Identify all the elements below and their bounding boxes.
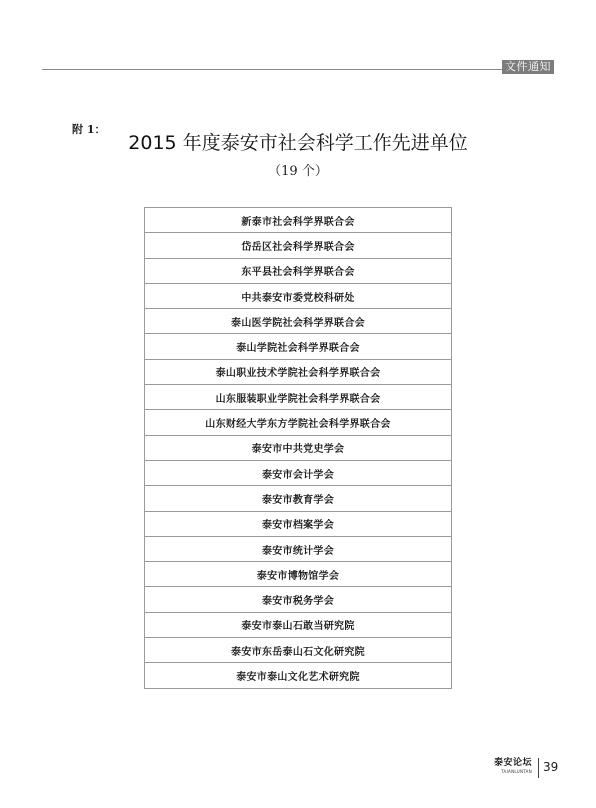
unit-name: 山东服装职业学院社会科学界联合会	[145, 385, 452, 410]
journal-pinyin: TAIANLUNTAN	[501, 769, 532, 774]
header-rule	[42, 69, 502, 70]
table-row	[145, 486, 452, 511]
table-row	[145, 511, 452, 536]
unit-name: 泰山医学院社会科学界联合会	[145, 309, 452, 334]
table-row	[145, 663, 452, 688]
page-title: 2015 年度泰安市社会科学工作先进单位	[128, 132, 468, 154]
table-row	[145, 233, 452, 258]
table-row	[145, 385, 452, 410]
table-row	[145, 410, 452, 435]
unit-name: 岱岳区社会科学界联合会	[145, 233, 452, 258]
unit-name: 泰安市统计学会	[145, 536, 452, 561]
unit-name: 山东财经大学东方学院社会科学界联合会	[145, 410, 452, 435]
unit-name: 泰山学院社会科学界联合会	[145, 334, 452, 359]
section-tag: 文件通知	[502, 60, 554, 74]
unit-name: 新泰市社会科学界联合会	[145, 208, 452, 233]
journal-masthead	[488, 758, 532, 775]
table-row	[145, 562, 452, 587]
unit-name: 东平县社会科学界联合会	[145, 258, 452, 283]
unit-name: 泰安市税务学会	[145, 587, 452, 612]
unit-name: 泰安市档案学会	[145, 511, 452, 536]
page-number: 39	[543, 760, 559, 774]
unit-name: 中共泰安市委党校科研处	[145, 283, 452, 308]
table-row	[145, 359, 452, 384]
unit-name: 泰安市泰山文化艺术研究院	[145, 663, 452, 688]
unit-name: 泰安市东岳泰山石文化研究院	[145, 638, 452, 663]
table-row	[145, 258, 452, 283]
unit-name: 泰山职业技术学院社会科学界联合会	[145, 359, 452, 384]
table-row	[145, 208, 452, 233]
attachment-label: 附 1：	[72, 123, 106, 136]
journal-name: 泰安论坛	[493, 758, 532, 768]
unit-name: 泰安市泰山石敢当研究院	[145, 612, 452, 637]
table-row	[145, 536, 452, 561]
unit-name: 泰安市教育学会	[145, 486, 452, 511]
table-row	[145, 435, 452, 460]
unit-name: 泰安市会计学会	[145, 460, 452, 485]
unit-name: 泰安市博物馆学会	[145, 562, 452, 587]
table-row	[145, 309, 452, 334]
table-row	[145, 638, 452, 663]
unit-name: 泰安市中共党史学会	[145, 435, 452, 460]
units-table	[144, 207, 452, 689]
table-row	[145, 460, 452, 485]
table-row	[145, 587, 452, 612]
table-row	[145, 334, 452, 359]
unit-count: （19 个）	[268, 164, 328, 179]
footer-divider	[538, 758, 539, 778]
table-row	[145, 283, 452, 308]
table-row	[145, 612, 452, 637]
